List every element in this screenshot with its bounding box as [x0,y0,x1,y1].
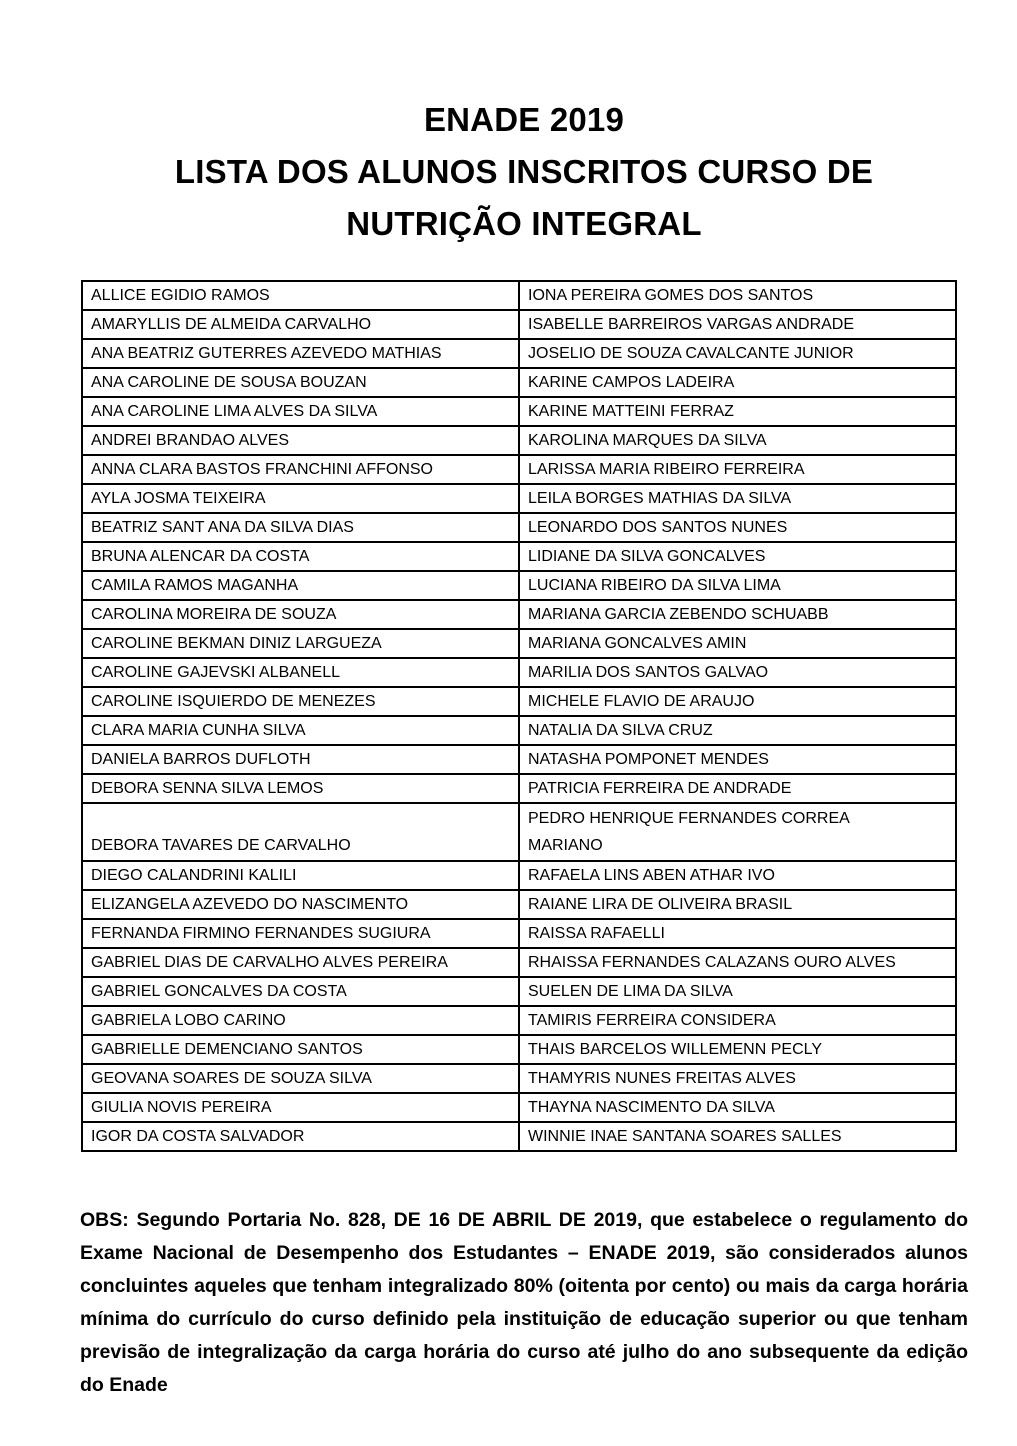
student-name-cell [82,716,519,745]
student-name: MARIANA GARCIA ZEBENDO SCHUABB [528,606,829,623]
student-name-cell [82,542,519,571]
student-name-cell [82,774,519,803]
student-name: LEONARDO DOS SANTOS NUNES [528,519,788,536]
student-name: LEILA BORGES MATHIAS DA SILVA [528,490,792,507]
student-name-cell [82,571,519,600]
student-name: ELIZANGELA AZEVEDO DO NASCIMENTO [91,896,409,913]
student-name: LUCIANA RIBEIRO DA SILVA LIMA [528,577,781,594]
table-row [82,571,956,600]
table-row [82,658,956,687]
table-row [82,890,956,919]
table-row [82,1093,956,1122]
student-name-cell [82,1093,519,1122]
student-name-cell [82,977,519,1006]
student-name-cell [519,1006,956,1035]
student-name-cell [82,397,519,426]
student-name-cell [519,890,956,919]
table-row [82,310,956,339]
student-name-cell [82,919,519,948]
student-name-cell [519,687,956,716]
table-row [82,426,956,455]
student-name-cell [82,745,519,774]
title-line-1: ENADE 2019 [423,101,625,138]
student-name: THAIS BARCELOS WILLEMENN PECLY [528,1041,822,1058]
student-name: ANDREI BRANDAO ALVES [91,432,289,449]
obs-note: OBS: Segundo Portaria No. 828, DE 16 DE ABRIL DE 2019, que estabelece o regulamento do Exame Nacional de Desempenho dos Estudantes – ENADE 2019, são considerados alunos concluintes aqueles que tenham integralizado 80% (oitenta por cento) ou mais da carga horária mínima do currículo do curso definido pela instituição de educação superior ou que tenham previsão de integralização da carga horária do curso até julho do ano subsequente da edição do Enade [80,1209,968,1396]
table-row [82,513,956,542]
student-name: GABRIEL DIAS DE CARVALHO ALVES PEREIRA [91,954,448,971]
student-name-cell [519,310,956,339]
student-name: IGOR DA COSTA SALVADOR [91,1128,305,1145]
student-name-cell [519,977,956,1006]
student-name: IONA PEREIRA GOMES DOS SANTOS [528,287,814,304]
document-page [80,0,968,1422]
student-name-cell [519,919,956,948]
student-name: ALLICE EGIDIO RAMOS [91,287,270,304]
student-name-cell [82,1122,519,1151]
student-name-cell [519,774,956,803]
student-name: GABRIELA LOBO CARINO [91,1012,286,1029]
student-name-cell [82,1035,519,1064]
student-name-cell [82,948,519,977]
student-name: GIULIA NOVIS PEREIRA [91,1099,272,1116]
student-name-cell [82,890,519,919]
student-name: ANNA CLARA BASTOS FRANCHINI AFFONSO [91,461,433,478]
student-name: KAROLINA MARQUES DA SILVA [528,432,767,449]
table-row [82,542,956,571]
student-name-cell [519,513,956,542]
table-row [82,1035,956,1064]
page-title [80,94,968,250]
student-name-cell [82,455,519,484]
table-row [82,1064,956,1093]
student-name-cell [519,281,956,310]
student-name-cell [82,803,519,861]
table-row [82,397,956,426]
student-name-cell [519,426,956,455]
student-name-cell [82,484,519,513]
student-name-cell [519,397,956,426]
student-name-cell [519,1035,956,1064]
student-name: RHAISSA FERNANDES CALAZANS OURO ALVES [528,954,896,971]
table-row [82,455,956,484]
students-table [81,280,957,1152]
student-name-cell [519,1064,956,1093]
student-name: LIDIANE DA SILVA GONCALVES [528,548,766,565]
student-name-cell [519,745,956,774]
title-line-3: NUTRIÇÃO INTEGRAL [346,205,702,242]
student-name-cell [82,281,519,310]
student-name-cell [519,339,956,368]
student-name: KARINE MATTEINI FERRAZ [528,403,734,420]
student-name: NATASHA POMPONET MENDES [528,751,769,768]
student-name-cell [82,513,519,542]
title-line-2: LISTA DOS ALUNOS INSCRITOS CURSO DE [174,153,874,190]
student-name: CAROLINE ISQUIERDO DE MENEZES [91,693,376,710]
student-name-cell [82,426,519,455]
student-name-cell [82,687,519,716]
student-name-cell [519,484,956,513]
student-name: GABRIEL GONCALVES DA COSTA [91,983,347,1000]
student-name-cell [519,716,956,745]
student-name: BRUNA ALENCAR DA COSTA [91,548,310,565]
student-name: WINNIE INAE SANTANA SOARES SALLES [528,1128,842,1145]
student-name: AYLA JOSMA TEIXEIRA [91,490,266,507]
student-name-cell [519,571,956,600]
student-name-cell [82,339,519,368]
student-name: ANA BEATRIZ GUTERRES AZEVEDO MATHIAS [91,345,442,362]
table-row [82,716,956,745]
student-name-cell [82,310,519,339]
student-name-cell [519,455,956,484]
student-name-cell [82,861,519,890]
student-name: CAMILA RAMOS MAGANHA [91,577,299,594]
student-name-cell [82,658,519,687]
student-name: FERNANDA FIRMINO FERNANDES SUGIURA [91,925,431,942]
student-name: THAMYRIS NUNES FREITAS ALVES [528,1070,796,1087]
student-name-cell [519,542,956,571]
student-name: RAISSA RAFAELLI [528,925,665,942]
table-row [82,919,956,948]
student-name: CAROLINE GAJEVSKI ALBANELL [91,664,340,681]
student-name: LARISSA MARIA RIBEIRO FERREIRA [528,461,805,478]
student-name: CAROLINE BEKMAN DINIZ LARGUEZA [91,635,382,652]
student-name: CAROLINA MOREIRA DE SOUZA [91,606,337,623]
student-name-cell [519,658,956,687]
student-name: MICHELE FLAVIO DE ARAUJO [528,693,755,710]
table-row [82,948,956,977]
student-name-cell [519,1093,956,1122]
student-name: KARINE CAMPOS LADEIRA [528,374,735,391]
student-name: CLARA MARIA CUNHA SILVA [91,722,306,739]
student-name-cell [519,629,956,658]
student-name: DANIELA BARROS DUFLOTH [91,751,311,768]
table-row [82,600,956,629]
student-name: ANA CAROLINE LIMA ALVES DA SILVA [91,403,378,420]
student-name: ANA CAROLINE DE SOUSA BOUZAN [91,374,367,391]
student-name: NATALIA DA SILVA CRUZ [528,722,713,739]
student-name: AMARYLLIS DE ALMEIDA CARVALHO [91,316,372,333]
student-name: PEDRO HENRIQUE FERNANDES CORREA MARIANO [528,810,849,854]
table-row [82,1122,956,1151]
table-row [82,339,956,368]
student-name-cell [519,600,956,629]
student-name: BEATRIZ SANT ANA DA SILVA DIAS [91,519,354,536]
student-name: GEOVANA SOARES DE SOUZA SILVA [91,1070,372,1087]
student-name: MARILIA DOS SANTOS GALVAO [528,664,769,681]
table-row [82,484,956,513]
students-table-body [82,281,956,1151]
student-name: RAIANE LIRA DE OLIVEIRA BRASIL [528,896,793,913]
table-row [82,629,956,658]
student-name: TAMIRIS FERREIRA CONSIDERA [528,1012,776,1029]
table-row [82,745,956,774]
student-name-cell [519,948,956,977]
table-row [82,977,956,1006]
student-name-cell [519,861,956,890]
student-name: GABRIELLE DEMENCIANO SANTOS [91,1041,363,1058]
table-row [82,803,956,861]
student-name: THAYNA NASCIMENTO DA SILVA [528,1099,775,1116]
student-name-cell [519,368,956,397]
student-name: JOSELIO DE SOUZA CAVALCANTE JUNIOR [528,345,854,362]
table-row [82,368,956,397]
student-name: PATRICIA FERREIRA DE ANDRADE [528,780,792,797]
student-name-cell [82,1064,519,1093]
student-name: MARIANA GONCALVES AMIN [528,635,747,652]
student-name: RAFAELA LINS ABEN ATHAR IVO [528,867,775,884]
student-name-cell [82,368,519,397]
student-name-cell [82,1006,519,1035]
student-name: DEBORA TAVARES DE CARVALHO [91,837,351,854]
table-row [82,1006,956,1035]
table-row [82,861,956,890]
student-name: DIEGO CALANDRINI KALILI [91,867,297,884]
student-name: DEBORA SENNA SILVA LEMOS [91,780,324,797]
table-row [82,281,956,310]
student-name-cell [519,1122,956,1151]
student-name: SUELEN DE LIMA DA SILVA [528,983,733,1000]
table-row [82,774,956,803]
student-name-cell [82,600,519,629]
student-name: ISABELLE BARREIROS VARGAS ANDRADE [528,316,855,333]
student-name-cell [82,629,519,658]
student-name-cell [519,803,956,861]
table-row [82,687,956,716]
